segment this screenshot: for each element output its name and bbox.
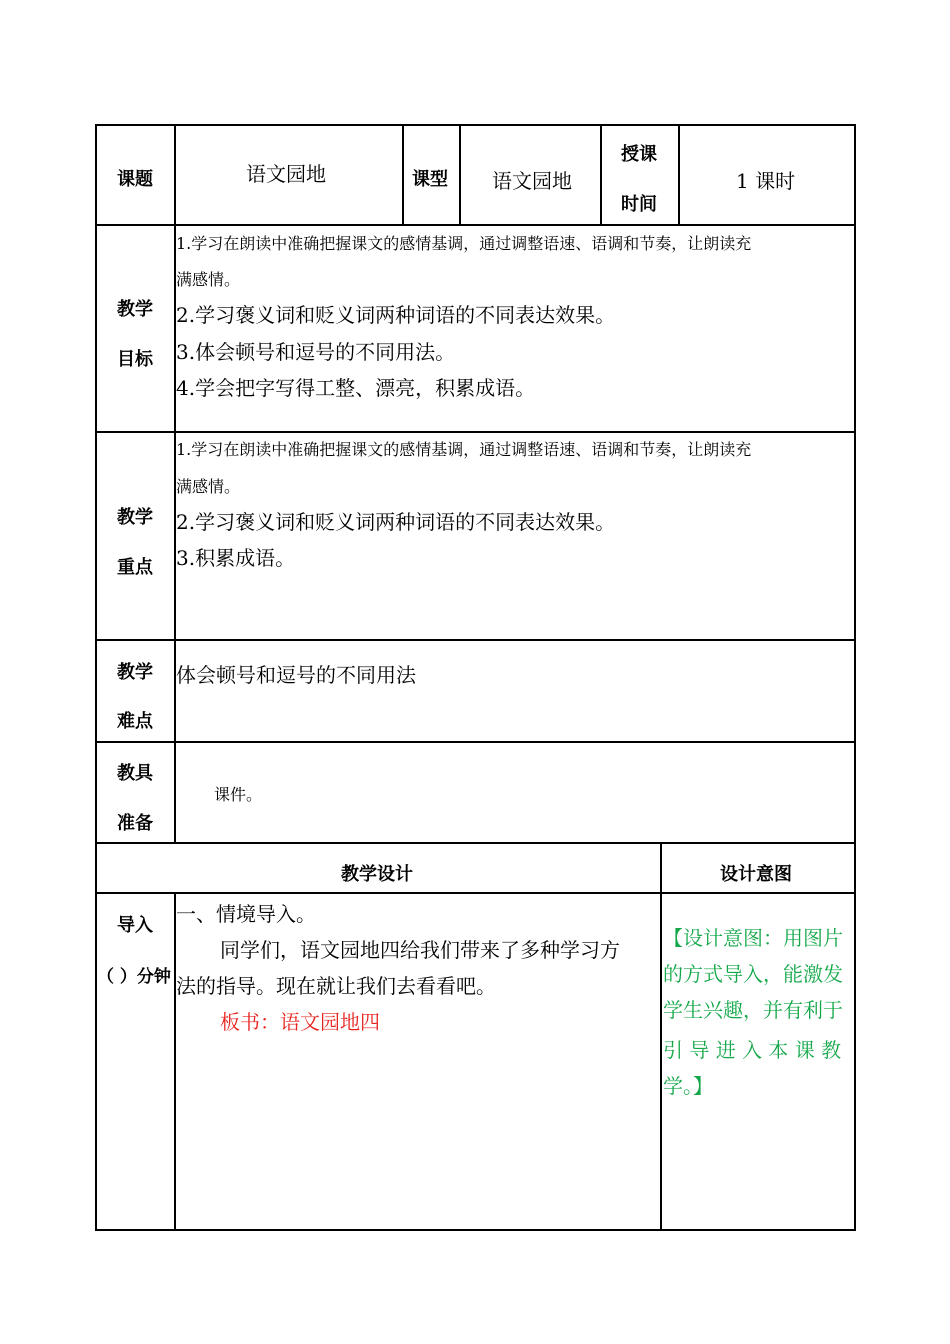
tools-label-2: 准备 [117,813,153,834]
goals-line-2: 满感情。 [176,270,241,289]
keypoints-line-4: 3.积累成语。 [176,546,296,570]
difficulty-text: 体会顿号和逗号的不同用法 [176,663,416,687]
col-line-label-intro [174,892,176,1231]
col-line-h5 [678,124,680,226]
row-line-6 [95,892,856,894]
type-label: 课型 [412,169,448,190]
col-line-right [854,124,856,1231]
keypoints-line-2: 满感情。 [176,477,241,496]
intent-line-2: 的方式导入，能激发 [663,962,843,986]
intro-label-1: 导入 [117,915,153,936]
intro-para-2: 法的指导。现在就让我们去看看吧。 [176,974,496,998]
row-line-2 [95,431,856,433]
tools-label-1: 教具 [117,763,153,784]
goals-line-3: 2.学习褒义词和贬义词两种词语的不同表达效果。 [176,303,616,327]
row-line-bottom [95,1229,856,1231]
row-line-top [95,124,856,126]
time-value: 1 课时 [736,169,796,193]
goals-label-2: 目标 [117,349,153,370]
intro-board: 板书：语文园地四 [220,1010,380,1034]
difficulty-label-2: 难点 [117,711,153,732]
title-value: 语文园地 [246,162,326,186]
intent-line-3: 学生兴趣，并有利于 [663,998,843,1022]
type-value: 语文园地 [492,169,572,193]
intro-heading: 一、情境导入。 [176,902,316,926]
goals-label-1: 教学 [117,299,153,320]
goals-line-4: 3.体会顿号和逗号的不同用法。 [176,340,456,364]
keypoints-line-1: 1.学习在朗读中准确把握课文的感情基调，通过调整语速、语调和节奏，让朗读充 [176,440,752,459]
intent-line-4: 引 导 进 入 本 课 教 [663,1038,842,1062]
col-line-h3 [459,124,461,226]
col-line-left [95,124,97,1231]
row-line-4 [95,741,856,743]
design-header-left: 教学设计 [341,864,413,885]
time-label-2: 时间 [621,194,657,215]
keypoints-label-1: 教学 [117,507,153,528]
design-header-right: 设计意图 [720,864,792,885]
intent-line-5: 学。】 [663,1074,713,1098]
col-line-h2 [402,124,404,226]
col-line-h4 [600,124,602,226]
col-line-design [660,842,662,1231]
keypoints-label-2: 重点 [117,557,153,578]
keypoints-line-3: 2.学习褒义词和贬义词两种词语的不同表达效果。 [176,510,616,534]
intent-line-1: 【设计意图：用图片 [663,926,843,950]
goals-line-1: 1.学习在朗读中准确把握课文的感情基调，通过调整语速、语调和节奏，让朗读充 [176,234,752,253]
difficulty-label-1: 教学 [117,662,153,683]
goals-line-5: 4.学会把字写得工整、漂亮，积累成语。 [176,376,536,400]
row-line-3 [95,639,856,641]
title-label: 课题 [117,169,153,190]
row-line-1 [95,224,856,226]
time-label-1: 授课 [621,144,657,165]
tools-text: 课件。 [214,785,263,804]
intro-para-1: 同学们，语文园地四给我们带来了多种学习方 [220,938,620,962]
intro-label-2: （ ）分钟 [97,967,171,987]
row-line-5 [95,842,856,844]
